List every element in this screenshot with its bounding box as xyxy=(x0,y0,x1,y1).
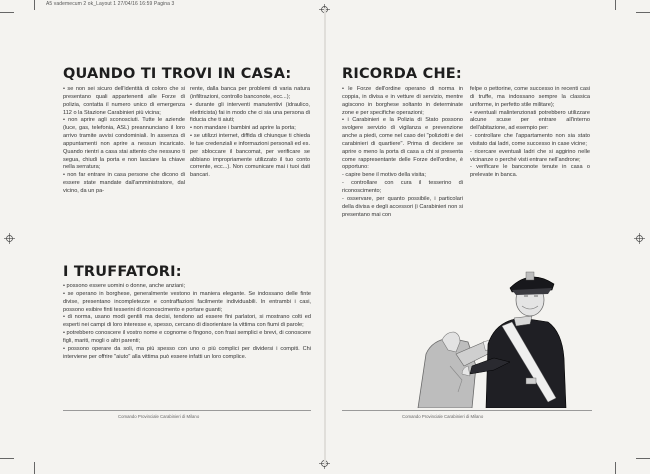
fraud-item: • di norma, usano modi gentili ma decisi, tendono ad essere fini parlatori, si mostrano colti ed esperti nei campi di loro interesse e, spesso, cercano di disorientare la vittima con fiumi di parole; xyxy=(63,314,311,329)
print-slug: A5 vademecum 2 ok_Layout 1 27/04/16 16:59 Pagina 3 xyxy=(46,1,175,7)
left-page xyxy=(0,0,324,474)
fraud-item: • se operano in borghese, generalmente vestono in maniera elegante. Se indossano delle finte divise, presentano incompletezze e contraffazioni facilmente individuabili. In entrambi i casi, possono esibire finti tesserini di riconoscimento e portare guanti; xyxy=(63,290,311,313)
remember-item: felpe o pettorine, come successo in recenti casi di truffe, ma indossano sempre la classica uniforme, in perfetto stile militare); xyxy=(470,86,590,108)
home-column-2 xyxy=(190,86,310,180)
home-item: • non mandare i bambini ad aprire la porta; xyxy=(190,125,296,132)
home-item: • durante gli interventi manutentivi (idraulico, elettricista) fai in modo che ci sia una persona di fiducia che ti aiuti; xyxy=(190,101,310,124)
remember-item: - verificare le banconote tenute in casa o prelevate in banca. xyxy=(470,164,590,179)
remember-item: • le Forze dell'ordine operano di norma in coppia, in divisa e in vetture di servizio, mentre agiscono in borghese soltanto in determinate zone e per specifiche operazioni; xyxy=(342,86,463,116)
fraud-item: • possono essere uomini o donne, anche anziani; xyxy=(63,283,185,289)
footer-rule xyxy=(63,410,311,411)
remember-item: • i Carabinieri e la Polizia di Stato possono svolgere servizio di vigilanza e prevenzione anche a piedi, come nel caso dei "poliziotti e dei carabinieri di quartiere". Prima di decidere se aprire o meno la porta di casa a chi si presenta come rappresentante delle Forze dell'ordine, è opportuno: xyxy=(342,117,463,171)
home-item: • non far entrare in casa persone che dicono di essere state mandate dall'amministratore, dal vicino, da un pa- xyxy=(63,172,185,194)
home-item: • se utilizzi internet, diffida di chiunque ti chieda le tue credenziali e informazioni personali ed es. per sbloccare il bancomat, per verificare se abbiano impropriamente utilizzato il tuo conto corrente, ecc...). Non comunicare mai i tuoi dati bancari. xyxy=(190,133,310,179)
heading-remember: RICORDA CHE: xyxy=(342,66,462,82)
fraud-item: • possono operare da soli, ma più spesso con uno o più complici per dividersi i compiti. Chi interviene per offrire "aiuto" alla vittima può essere infatti un loro complice. xyxy=(63,345,311,360)
remember-item: - controllare che l'appartamento non sia stato visitato dai ladri, come successo in case vicine; xyxy=(470,133,590,147)
home-item: • se non sei sicuro dell'identità di coloro che si presentano quali appartenenti alle Forze di polizia, contatta il numero unico di emergenza 112 o la Stazione Carabinieri più vicina; xyxy=(63,86,185,116)
home-item: • non aprire agli sconosciuti. Tutte le aziende (luce, gas, telefonia, ASL) preannunciano il loro arrivo tramite avvisi condominiali. In assenza di appuntamenti non aprire a nessun incaricato. Quando rientri a casa stai attento che nessuno ti segua, chiudi la porta e non lasciare la chiave nella serratura; xyxy=(63,117,185,171)
heading-fraudsters: I TRUFFATORI: xyxy=(63,264,182,280)
footer-rule xyxy=(342,410,592,411)
footer-right: Comando Provinciale Carabinieri di Milano xyxy=(402,414,484,419)
remember-column-1 xyxy=(342,86,463,219)
remember-item: - ricercare eventuali ladri che si aggirino nelle vicinanze o perché visti entrare nell'androne; xyxy=(470,148,590,163)
fraud-item: • potrebbero conoscere il vostro nome e cognome o fingono, con frasi semplici e brevi, di conoscere figli, mariti, mogli o altri parenti; xyxy=(63,330,311,344)
carabiniere-illustration xyxy=(398,262,570,408)
remember-item: • eventuali malintenzionati potrebbero utilizzare alcune scuse per entrare all'interno dell'abitazione, ad esempio per: xyxy=(470,109,590,132)
home-item: rente, dalla banca per problemi di varia natura (infiltrazioni, controllo banconote, ecc...); xyxy=(190,86,310,100)
fraudsters-list xyxy=(63,283,311,361)
remember-item: - controllare con cura il tesserino di riconoscimento; xyxy=(342,180,463,194)
remember-item: - capire bene il motivo della visita; xyxy=(342,172,426,179)
home-column-1 xyxy=(63,86,185,196)
remember-item: - osservare, per quanto possibile, i particolari della divisa e degli accessori (i Carabinieri non si presentano mai con xyxy=(342,195,463,218)
footer-left: Comando Provinciale Carabinieri di Milano xyxy=(118,414,200,419)
heading-home: QUANDO TI TROVI IN CASA: xyxy=(63,66,292,82)
remember-column-2 xyxy=(470,86,590,180)
